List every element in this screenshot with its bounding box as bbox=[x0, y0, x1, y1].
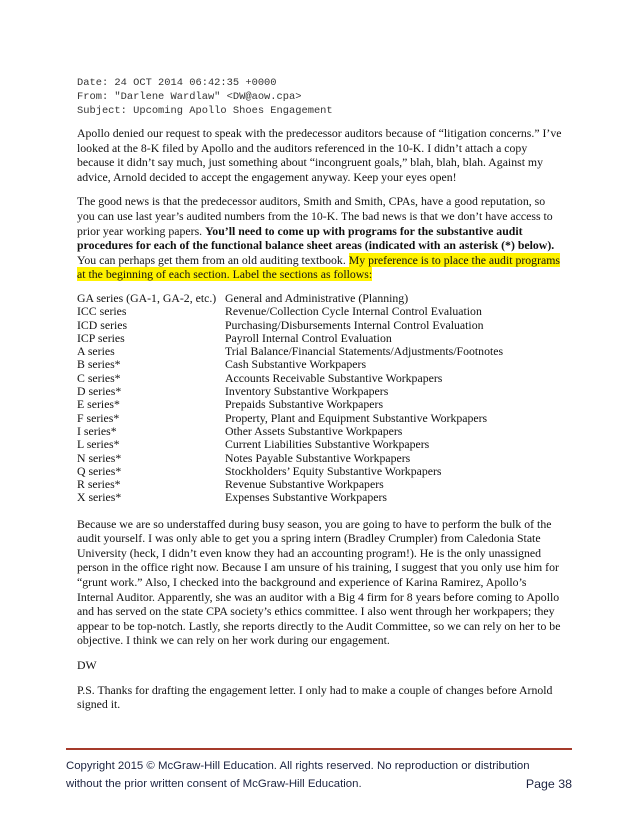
series-description: Purchasing/Disbursements Internal Control Evaluation bbox=[225, 317, 484, 332]
series-code: B series* bbox=[77, 357, 121, 372]
series-row bbox=[77, 398, 563, 411]
paragraph-3: Because we are so understaffed during busy season, you are going to have to perform the bulk of the audit yourself. I was only able to get you a spring intern (Bradley Crumpler) from Caledonia State University (heck, I didn’t even know they had an accounting program!). He is the only unassigned person in the office right now. Because I am unsure of his training, I suggest that you only use him for “grunt work.” Also, I checked into the background and experience of Karina Ramirez, Apollo’s Internal Auditor. Apparently, she was an auditor with a Big 4 firm for 8 years before coming to Apollo and has served on the state CPA society’s ethics committee. I also went through her workpapers; they appear to be top-notch. Lastly, she reports directly to the Audit Committee, so we can rely on her to be objective. I think we can rely on her work during our engagement. bbox=[77, 516, 561, 648]
series-code: F series* bbox=[77, 410, 120, 425]
signature: DW bbox=[77, 658, 97, 673]
series-row bbox=[77, 358, 563, 371]
series-code: E series* bbox=[77, 397, 120, 412]
series-code: D series* bbox=[77, 384, 122, 399]
series-description: Inventory Substantive Workpapers bbox=[225, 384, 389, 399]
series-description: Accounts Receivable Substantive Workpapers bbox=[225, 370, 443, 385]
series-description: Notes Payable Substantive Workpapers bbox=[225, 450, 411, 465]
series-description: Current Liabilities Substantive Workpapers bbox=[225, 437, 430, 452]
series-row bbox=[77, 465, 563, 478]
series-row bbox=[77, 385, 563, 398]
series-row bbox=[77, 372, 563, 385]
series-code: ICC series bbox=[77, 304, 127, 319]
series-description: Expenses Substantive Workpapers bbox=[225, 490, 387, 505]
series-description: Prepaids Substantive Workpapers bbox=[225, 397, 384, 412]
series-row bbox=[77, 332, 563, 345]
footer-copyright-line-2: without the prior written consent of McGraw-Hill Education. bbox=[66, 778, 362, 790]
postscript: P.S. Thanks for drafting the engagement letter. I only had to make a couple of changes before Arnold signed it. bbox=[77, 682, 553, 712]
series-description: Cash Substantive Workpapers bbox=[225, 357, 367, 372]
paragraph-2-bold: You’ll need to come up with programs for the substantive audit procedures for each of the functional balance sheet areas (indicated with an asterisk (*) below). bbox=[77, 223, 555, 253]
series-description: Other Assets Substantive Workpapers bbox=[225, 423, 403, 438]
footer-copyright-line-1: Copyright 2015 © McGraw-Hill Education. All rights reserved. No reproduction or distribution bbox=[66, 760, 530, 772]
series-code: A series bbox=[77, 344, 115, 359]
email-body bbox=[77, 126, 563, 722]
series-description: Payroll Internal Control Evaluation bbox=[225, 330, 392, 345]
series-row bbox=[77, 438, 563, 451]
series-row bbox=[77, 452, 563, 465]
series-description: Stockholders’ Equity Substantive Workpapers bbox=[225, 463, 442, 478]
footer bbox=[66, 757, 572, 793]
series-description: Trial Balance/Financial Statements/Adjustments/Footnotes bbox=[225, 344, 504, 359]
series-row bbox=[77, 345, 563, 358]
series-code: R series* bbox=[77, 477, 121, 492]
series-code: GA series (GA-1, GA-2, etc.) bbox=[77, 290, 217, 305]
paragraph-2-text-2: You can perhaps get them from an old auditing textbook. bbox=[77, 252, 349, 267]
series-row bbox=[77, 292, 563, 305]
series-code: C series* bbox=[77, 370, 121, 385]
series-code: X series* bbox=[77, 490, 122, 505]
series-code: ICP series bbox=[77, 330, 125, 345]
email-header bbox=[77, 76, 333, 118]
series-row bbox=[77, 412, 563, 425]
series-description: Revenue Substantive Workpapers bbox=[225, 477, 384, 492]
footer-rule bbox=[66, 748, 572, 750]
series-row bbox=[77, 305, 563, 318]
paragraph-2-text: The good news is that the predecessor auditors, Smith and Smith, CPAs, have a good reputation, so you can use last year’s audited numbers from the 10-K. The bad news is that we don’t have access to prior year working papers. bbox=[77, 194, 553, 238]
paragraph-2-highlight: My preference is to place the audit programs at the beginning of each section. Label the sections as follows: bbox=[77, 252, 561, 282]
series-code: I series* bbox=[77, 423, 117, 438]
email-date: Date: 24 OCT 2014 06:42:35 +0000 bbox=[77, 77, 277, 89]
series-code: L series* bbox=[77, 437, 120, 452]
series-code: Q series* bbox=[77, 463, 122, 478]
email-subject: Subject: Upcoming Apollo Shoes Engagement bbox=[77, 105, 333, 117]
series-description: Revenue/Collection Cycle Internal Control Evaluation bbox=[225, 304, 482, 319]
series-description: General and Administrative (Planning) bbox=[225, 290, 409, 305]
series-row bbox=[77, 478, 563, 491]
page-number: Page 38 bbox=[525, 777, 572, 791]
series-row bbox=[77, 319, 563, 332]
series-code: N series* bbox=[77, 450, 122, 465]
paragraph-1: Apollo denied our request to speak with the predecessor auditors because of “litigation concerns.” I’ve looked at the 8-K filed by Apollo and the auditors referenced in the 10-K. I didn’t attach a copy because it didn’t say much, just something about “incongruent goals,” blah, blah, blah. Against my advice, Arnold decided to accept the engagement anyway. Keep your eyes open! bbox=[77, 126, 562, 184]
series-description: Property, Plant and Equipment Substantive Workpapers bbox=[225, 410, 488, 425]
series-code: ICD series bbox=[77, 317, 128, 332]
series-row bbox=[77, 425, 563, 438]
email-from: From: "Darlene Wardlaw" <DW@aow.cpa> bbox=[77, 91, 302, 103]
series-list bbox=[77, 292, 563, 505]
paragraph-2 bbox=[77, 194, 563, 282]
series-row bbox=[77, 491, 563, 504]
